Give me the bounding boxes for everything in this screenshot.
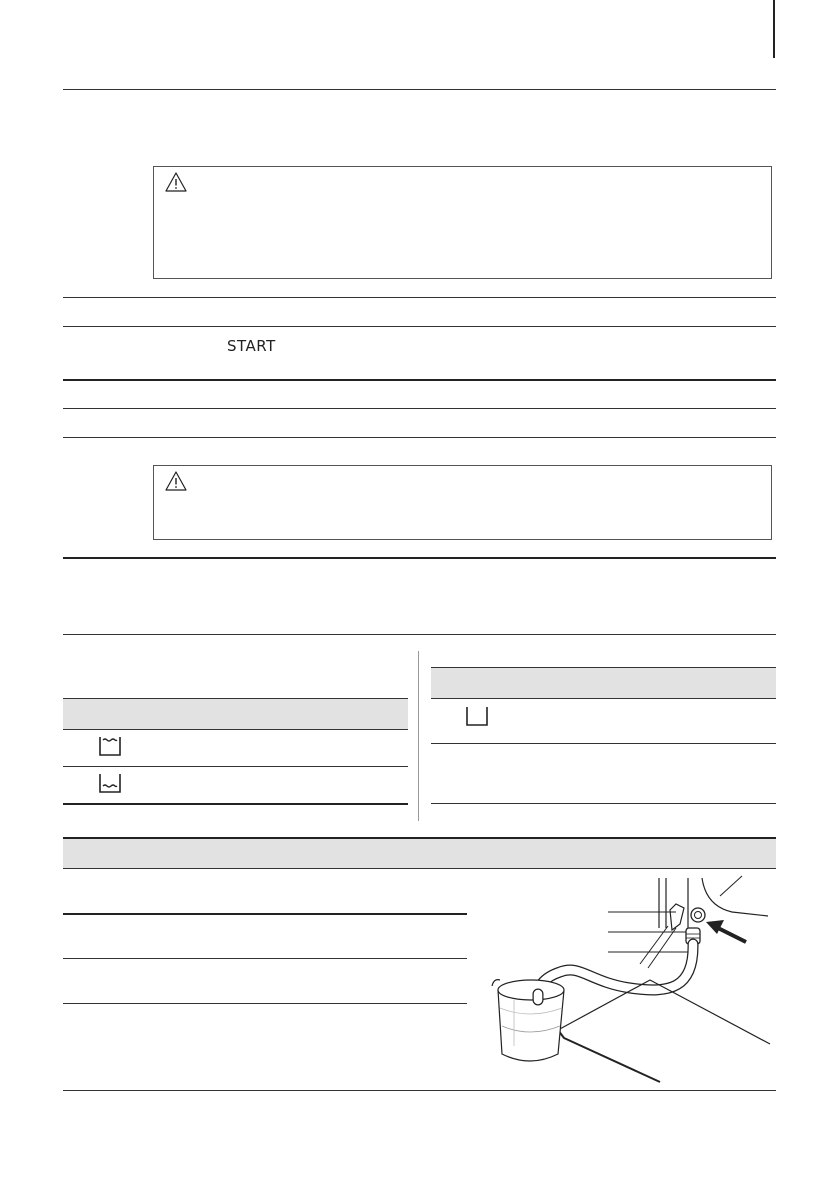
table-row-divider (431, 698, 776, 699)
table-row-divider (63, 958, 467, 959)
column-separator (418, 651, 419, 821)
empty-container-icon (465, 705, 489, 727)
page-top-marker (773, 0, 775, 58)
table-header (431, 667, 776, 698)
section-divider (63, 437, 776, 438)
table-row-divider (63, 803, 408, 805)
start-button-label: START (227, 337, 276, 355)
warning-box (153, 465, 772, 540)
table-row-divider (63, 766, 408, 767)
section-divider (63, 1090, 776, 1091)
table-header (63, 839, 776, 868)
table-row-divider (63, 1003, 467, 1004)
section-divider (63, 326, 776, 327)
warning-triangle-icon (165, 471, 187, 491)
water-level-low-icon (98, 772, 122, 794)
table-header (63, 698, 408, 729)
table-row-divider (431, 803, 776, 804)
warning-box (153, 166, 772, 279)
section-divider (63, 557, 776, 559)
table-row-divider (431, 743, 776, 744)
section-divider (63, 408, 776, 409)
section-divider (63, 634, 776, 635)
section-divider (63, 379, 776, 381)
section-divider (63, 297, 776, 298)
table-row-divider (431, 667, 776, 668)
table-row-divider (63, 698, 408, 699)
table-row-divider (63, 913, 467, 915)
drain-hose-illustration (480, 868, 776, 1084)
table-row-divider (63, 729, 408, 730)
warning-triangle-icon (165, 172, 187, 192)
section-divider (63, 89, 776, 90)
water-level-full-icon (98, 735, 122, 757)
